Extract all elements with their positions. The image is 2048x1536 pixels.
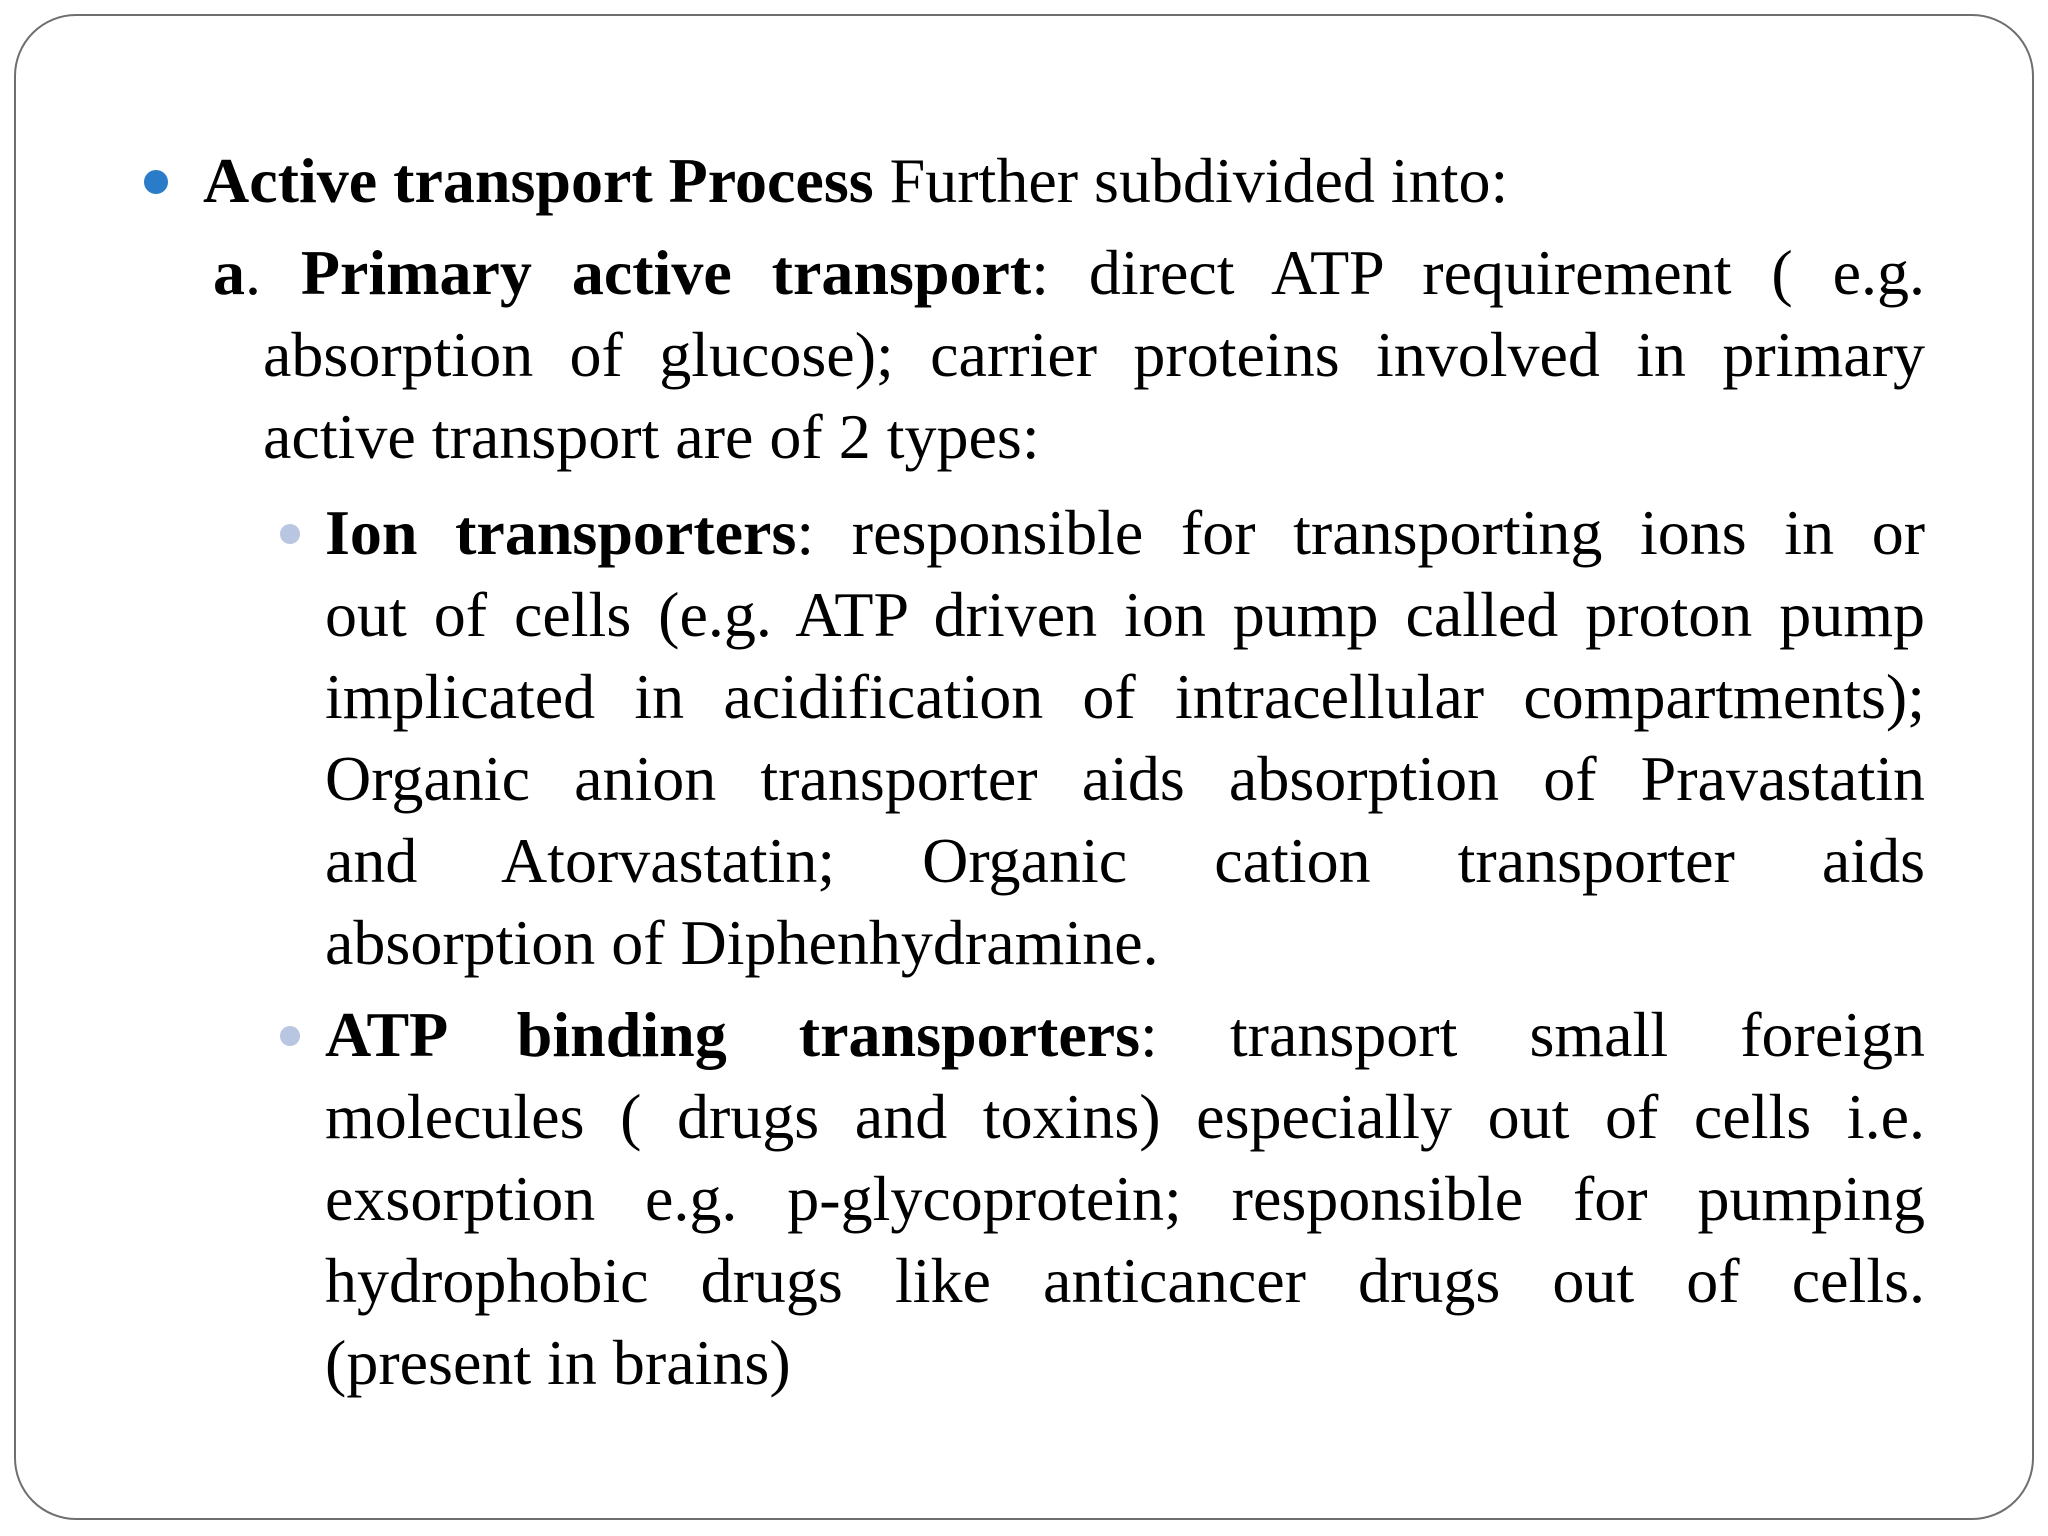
primary-title: Primary active transport bbox=[300, 237, 1032, 308]
ion-line-1 bbox=[325, 492, 1925, 574]
ion-line-4: Organic anion transporter aids absorption of Pravastatin bbox=[325, 743, 1925, 814]
atp-line-3: exsorption e.g. p-glycoprotein; responsible for pumping bbox=[325, 1163, 1925, 1234]
ion-line1-rest: : responsible for transporting ions in or bbox=[796, 497, 1926, 568]
atp-line-2: molecules ( drugs and toxins) especially out of cells i.e. bbox=[325, 1081, 1925, 1152]
primary-letter-sep: . bbox=[245, 237, 301, 308]
bullet-dot-icon bbox=[144, 170, 168, 194]
sub-bullet-dot-icon bbox=[280, 1026, 300, 1046]
heading-bold: Active transport Process bbox=[203, 145, 874, 216]
heading-rest: Further subdivided into: bbox=[873, 145, 1509, 216]
primary-letter: a bbox=[213, 237, 245, 308]
ion-line-2: out of cells (e.g. ATP driven ion pump called proton pump bbox=[325, 579, 1925, 650]
ion-line-3: implicated in acidification of intracellular compartments); bbox=[325, 661, 1925, 732]
sub-bullet-dot-icon bbox=[280, 524, 300, 544]
primary-line1-rest: : direct ATP requirement ( e.g. bbox=[1031, 237, 1926, 308]
ion-line-5: and Atorvastatin; Organic cation transporter aids bbox=[325, 825, 1925, 896]
atp-line-4: hydrophobic drugs like anticancer drugs out of cells. bbox=[325, 1245, 1925, 1316]
heading-line bbox=[203, 140, 1508, 222]
primary-line-3: active transport are of 2 types: bbox=[263, 401, 1040, 472]
atp-line1-rest: : transport small foreign bbox=[1140, 999, 1926, 1070]
primary-line-2: absorption of glucose); carrier proteins involved in primary bbox=[263, 319, 1925, 390]
ion-line-6: absorption of Diphenhydramine. bbox=[325, 907, 1159, 978]
atp-title: ATP binding transporters bbox=[325, 999, 1141, 1070]
primary-line-1 bbox=[213, 232, 1925, 314]
ion-title: Ion transporters bbox=[325, 497, 797, 568]
atp-line-1 bbox=[325, 994, 1925, 1076]
atp-line-5: (present in brains) bbox=[325, 1327, 791, 1398]
